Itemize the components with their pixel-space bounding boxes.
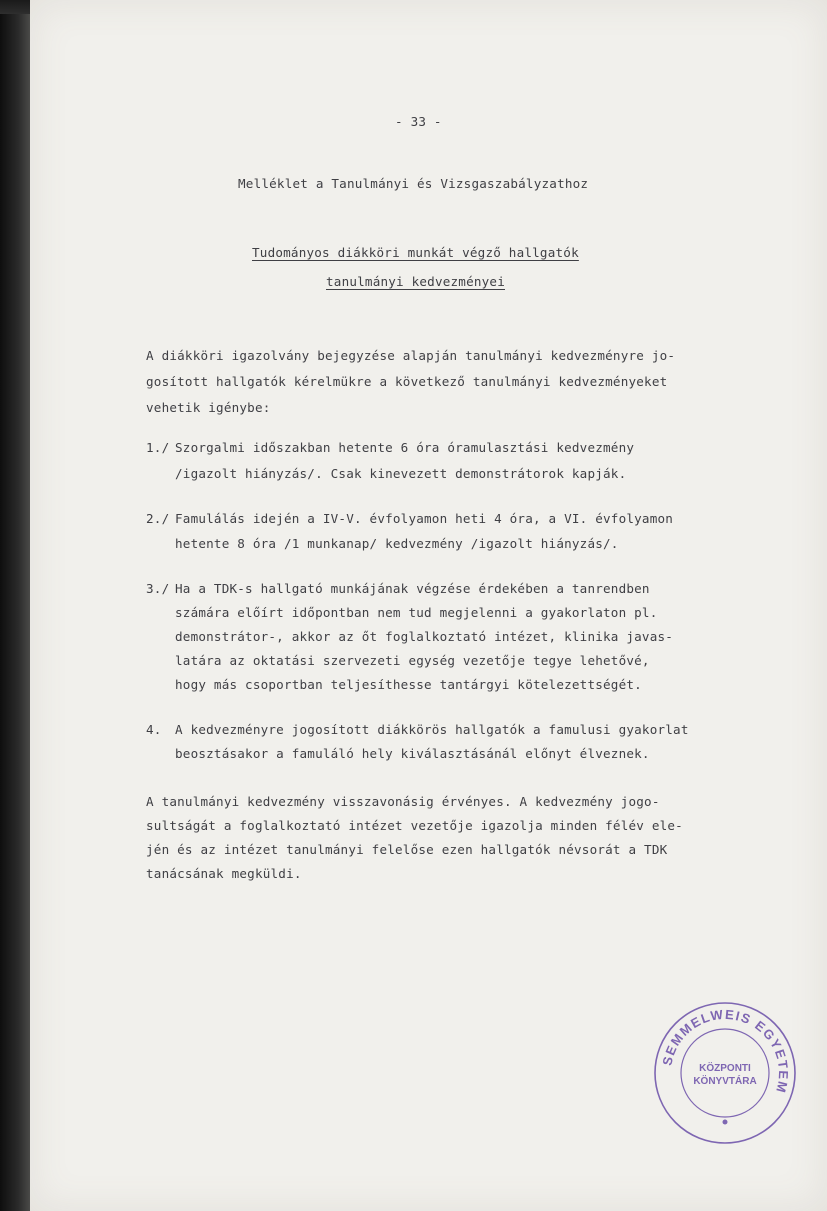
item-label: 4. (146, 722, 162, 737)
item-line: hogy más csoportban teljesíthesse tantárgyi kötelezettségét. (175, 677, 642, 692)
intro-line: vehetik igénybe: (146, 400, 271, 415)
stamp-dot (723, 1120, 728, 1125)
closing-line: tanácsának megküldi. (146, 866, 302, 881)
scan-edge-left (0, 0, 30, 1211)
item-line: hetente 8 óra /1 munkanap/ kedvezmény /igazolt hiányzás/. (175, 536, 619, 551)
item-line: latára az oktatási szervezeti egység vezetője tegye lehetővé, (175, 653, 650, 668)
item-label: 3./ (146, 581, 170, 596)
item-line: /igazolt hiányzás/. Csak kinevezett demonstrátorok kapják. (175, 466, 627, 481)
item-line: Famulálás idején a IV-V. évfolyamon heti 4 óra, a VI. évfolyamon (175, 511, 674, 526)
intro-line: A diákköri igazolvány bejegyzése alapján tanulmányi kedvezményre jo- (146, 348, 676, 363)
stamp-ring-text: SEMMELWEIS EGYETEM (659, 1006, 792, 1096)
library-stamp (652, 1000, 798, 1146)
stamp-center-line-1: KÖZPONTI (699, 1063, 751, 1074)
annex-line: Melléklet a Tanulmányi és Vizsgaszabályzathoz (238, 176, 589, 191)
title-line-2: tanulmányi kedvezményei (326, 274, 505, 289)
item-line: beosztásakor a famuláló hely kiválasztásánál előnyt élveznek. (175, 746, 650, 761)
stamp-center-line-2: KÖNYVTÁRA (693, 1076, 757, 1087)
closing-line: A tanulmányi kedvezmény visszavonásig érvényes. A kedvezmény jogo- (146, 794, 660, 809)
closing-line: sultságát a foglalkoztató intézet vezetője igazolja minden félév ele- (146, 818, 683, 833)
closing-line: jén és az intézet tanulmányi felelőse ezen hallgatók névsorát a TDK (146, 842, 668, 857)
page-number: - 33 - (395, 114, 442, 129)
item-line: Szorgalmi időszakban hetente 6 óra óramulasztási kedvezmény (175, 440, 635, 455)
document-page (30, 0, 827, 1211)
title-line-1: Tudományos diákköri munkát végző hallgatók (252, 245, 579, 260)
item-line: számára előírt időpontban nem tud megjelenni a gyakorlaton pl. (175, 605, 658, 620)
item-label: 1./ (146, 440, 170, 455)
item-line: Ha a TDK-s hallgató munkájának végzése érdekében a tanrendben (175, 581, 650, 596)
item-label: 2./ (146, 511, 170, 526)
item-line: A kedvezményre jogosított diákkörös hallgatók a famulusi gyakorlat (175, 722, 689, 737)
item-line: demonstrátor-, akkor az őt foglalkoztató intézet, klinika javas- (175, 629, 674, 644)
intro-line: gosított hallgatók kérelmükre a következő tanulmányi kedvezményeket (146, 374, 668, 389)
